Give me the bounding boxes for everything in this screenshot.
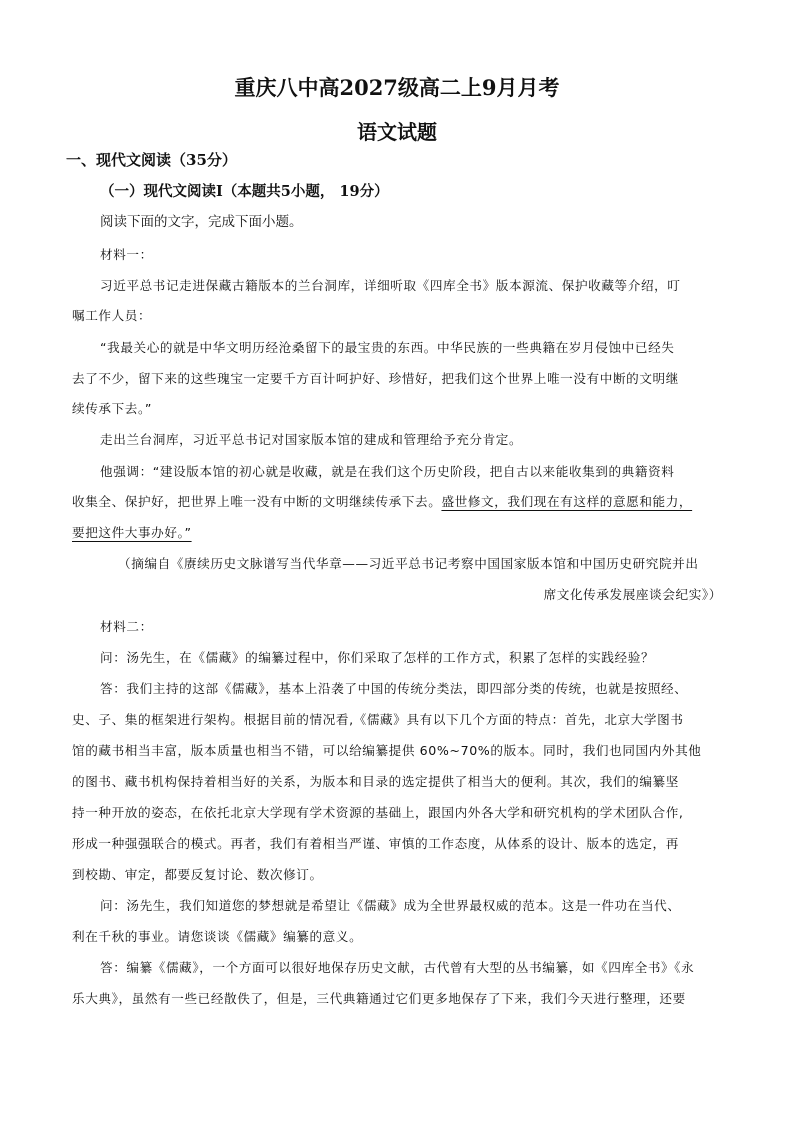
page-subtitle: 语文试题 — [357, 120, 437, 144]
paragraph-line: 习近平总书记走进保藏古籍版本的兰台洞库，详细听取《四库全书》版本源流、保护收藏等介绍，叮 — [100, 278, 681, 293]
section-heading: 一、现代文阅读（35分） — [66, 151, 237, 169]
material-label: 材料一： — [100, 247, 153, 262]
paragraph-line: 续传承下去。” — [72, 401, 152, 416]
question-line: 问：汤先生，我们知道您的梦想就是希望让《儒藏》成为全世界最权威的范本。这是一件功在当代、 — [100, 898, 681, 913]
page-title: 重庆八中高2027级高二上9月月考 — [234, 75, 560, 100]
paragraph-line: 去了不少，留下来的这些瑰宝一定要千方百计呵护好、珍惜好，把我们这个世界上唯一没有中断的文明继 — [72, 371, 679, 386]
paragraph-line: 他强调：“建设版本馆的初心就是收藏，就是在我们这个历史阶段，把自古以来能收集到的典籍资料 — [100, 464, 675, 479]
subsection-heading: （一）现代文阅读Ⅰ（本题共5小题， 19分） — [100, 183, 389, 200]
source-citation: 席文化传承发展座谈会纪实》） — [543, 587, 722, 602]
answer-line: 史、子、集的框架进行架构。根据目前的情况看,《儒藏》具有以下几个方面的特点：首先，北京大学图书 — [72, 712, 684, 727]
material-label: 材料二： — [100, 619, 153, 634]
answer-line: 答：我们主持的这部《儒藏》，基本上沿袭了中国的传统分类法，即四部分类的传统，也就是按照经、 — [100, 681, 688, 696]
answer-line: 的图书、藏书机构保持着相当好的关系，为版本和目录的选定提供了相当大的便利。其次，我们的编纂坚 — [72, 774, 679, 789]
answer-line: 到校勘、审定，都要反复讨论、数次修订。 — [72, 867, 323, 882]
answer-line: 答：编纂《儒藏》，一个方面可以很好地保存历史文献，古代曾有大型的丛书编纂，如《四库全书》《永 — [100, 960, 695, 975]
paragraph-text: 收集全、保护好，把世界上唯一没有中断的文明继续传承下去。 — [72, 494, 442, 509]
answer-line: 馆的藏书相当丰富，版本质量也相当不错，可以给编纂提供 60%~70%的版本。同时，我们也同国内外其他 — [72, 743, 702, 758]
question-line: 问：汤先生，在《儒藏》的编纂过程中，你们采取了怎样的工作方式，积累了怎样的实践经验？ — [100, 650, 655, 665]
question-line: 利在千秋的事业。请您谈谈《儒藏》编纂的意义。 — [72, 929, 363, 944]
paragraph-line — [72, 492, 742, 512]
answer-line: 持一种开放的姿态，在依托北京大学现有学术资源的基础上，跟国内外各大学和研究机构的学术团队合作, — [72, 805, 684, 820]
answer-line: 形成一种强强联合的模式。再者，我们有着相当严谨、审慎的工作态度，从体系的设计、版本的选定，再 — [72, 836, 679, 851]
instruction-text: 阅读下面的文字，完成下面小题。 — [100, 214, 303, 230]
underlined-sentence: 要把这件大事办好。” — [72, 525, 192, 540]
paragraph-line: 走出兰台洞库，习近平总书记对国家版本馆的建成和管理给予充分肯定。 — [100, 432, 523, 447]
underlined-sentence: 盛世修文，我们现在有这样的意愿和能力， — [441, 494, 693, 509]
answer-line: 乐大典》，虽然有一些已经散佚了，但是，三代典籍通过它们更多地保存了下来，我们今天进行整理，还要 — [72, 991, 686, 1006]
source-citation: （摘编自《赓续历史文脉谱写当代华章——习近平总书记考察中国国家版本馆和中国历史研究院并出 — [118, 556, 699, 571]
paragraph-line: 嘱工作人员： — [72, 308, 152, 323]
paragraph-line: “我最关心的就是中华文明历经沧桑留下的最宝贵的东西。中华民族的一些典籍在岁月侵蚀中已经失 — [100, 340, 675, 355]
